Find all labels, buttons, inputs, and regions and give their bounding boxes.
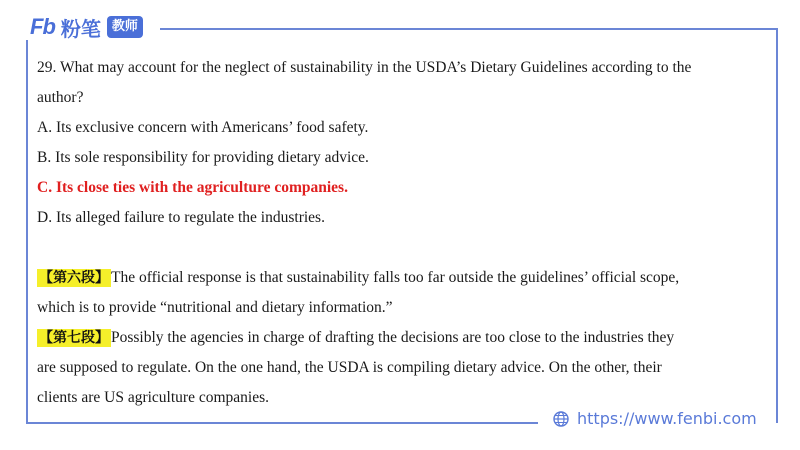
footer-url: [553, 409, 757, 428]
option-c-answer: C. Its close ties with the agriculture companies.: [37, 179, 348, 196]
brand-logo: [30, 12, 143, 42]
option-b: B. Its sole responsibility for providing dietary advice.: [37, 149, 369, 166]
option-a: A. Its exclusive concern with Americans’ food safety.: [37, 119, 369, 136]
frame-top-line: [160, 28, 777, 30]
paragraph-7-tag: 【第七段】: [39, 330, 109, 346]
frame-right-line: [776, 28, 778, 423]
paragraph-spacer: [37, 233, 767, 263]
frame-left-line: [26, 40, 28, 423]
question-stem-line-1: 29. What may account for the neglect of sustainability in the USDA’s Dietary Guidelines according to the: [37, 59, 692, 76]
paragraph-6-line-1: [37, 263, 767, 293]
paragraph-7-line-3: clients are US agriculture companies.: [37, 389, 269, 406]
logo-badge: 教师: [107, 16, 143, 38]
paragraph-6-text-1: The official response is that sustainability falls too far outside the guidelines’ official scope,: [111, 269, 680, 286]
logo-mark: Fb: [30, 14, 55, 39]
paragraph-6-tag: 【第六段】: [39, 270, 109, 286]
logo-brand-name: 粉笔: [60, 16, 101, 41]
document-body: [37, 53, 767, 413]
paragraph-7-line-1: [37, 323, 767, 353]
globe-icon: [553, 411, 569, 427]
paragraph-7-text-1: Possibly the agencies in charge of drafting the decisions are too close to the industries they: [111, 329, 675, 346]
option-d: D. Its alleged failure to regulate the industries.: [37, 209, 325, 226]
question-stem-line-2: author?: [37, 89, 84, 106]
footer-url-text: https://www.fenbi.com: [577, 409, 757, 428]
frame-bottom-line: [26, 422, 538, 424]
paragraph-7-line-2: are supposed to regulate. On the one hand, the USDA is compiling dietary advice. On the other, their: [37, 359, 662, 376]
paragraph-6-line-2: which is to provide “nutritional and dietary information.”: [37, 299, 393, 316]
